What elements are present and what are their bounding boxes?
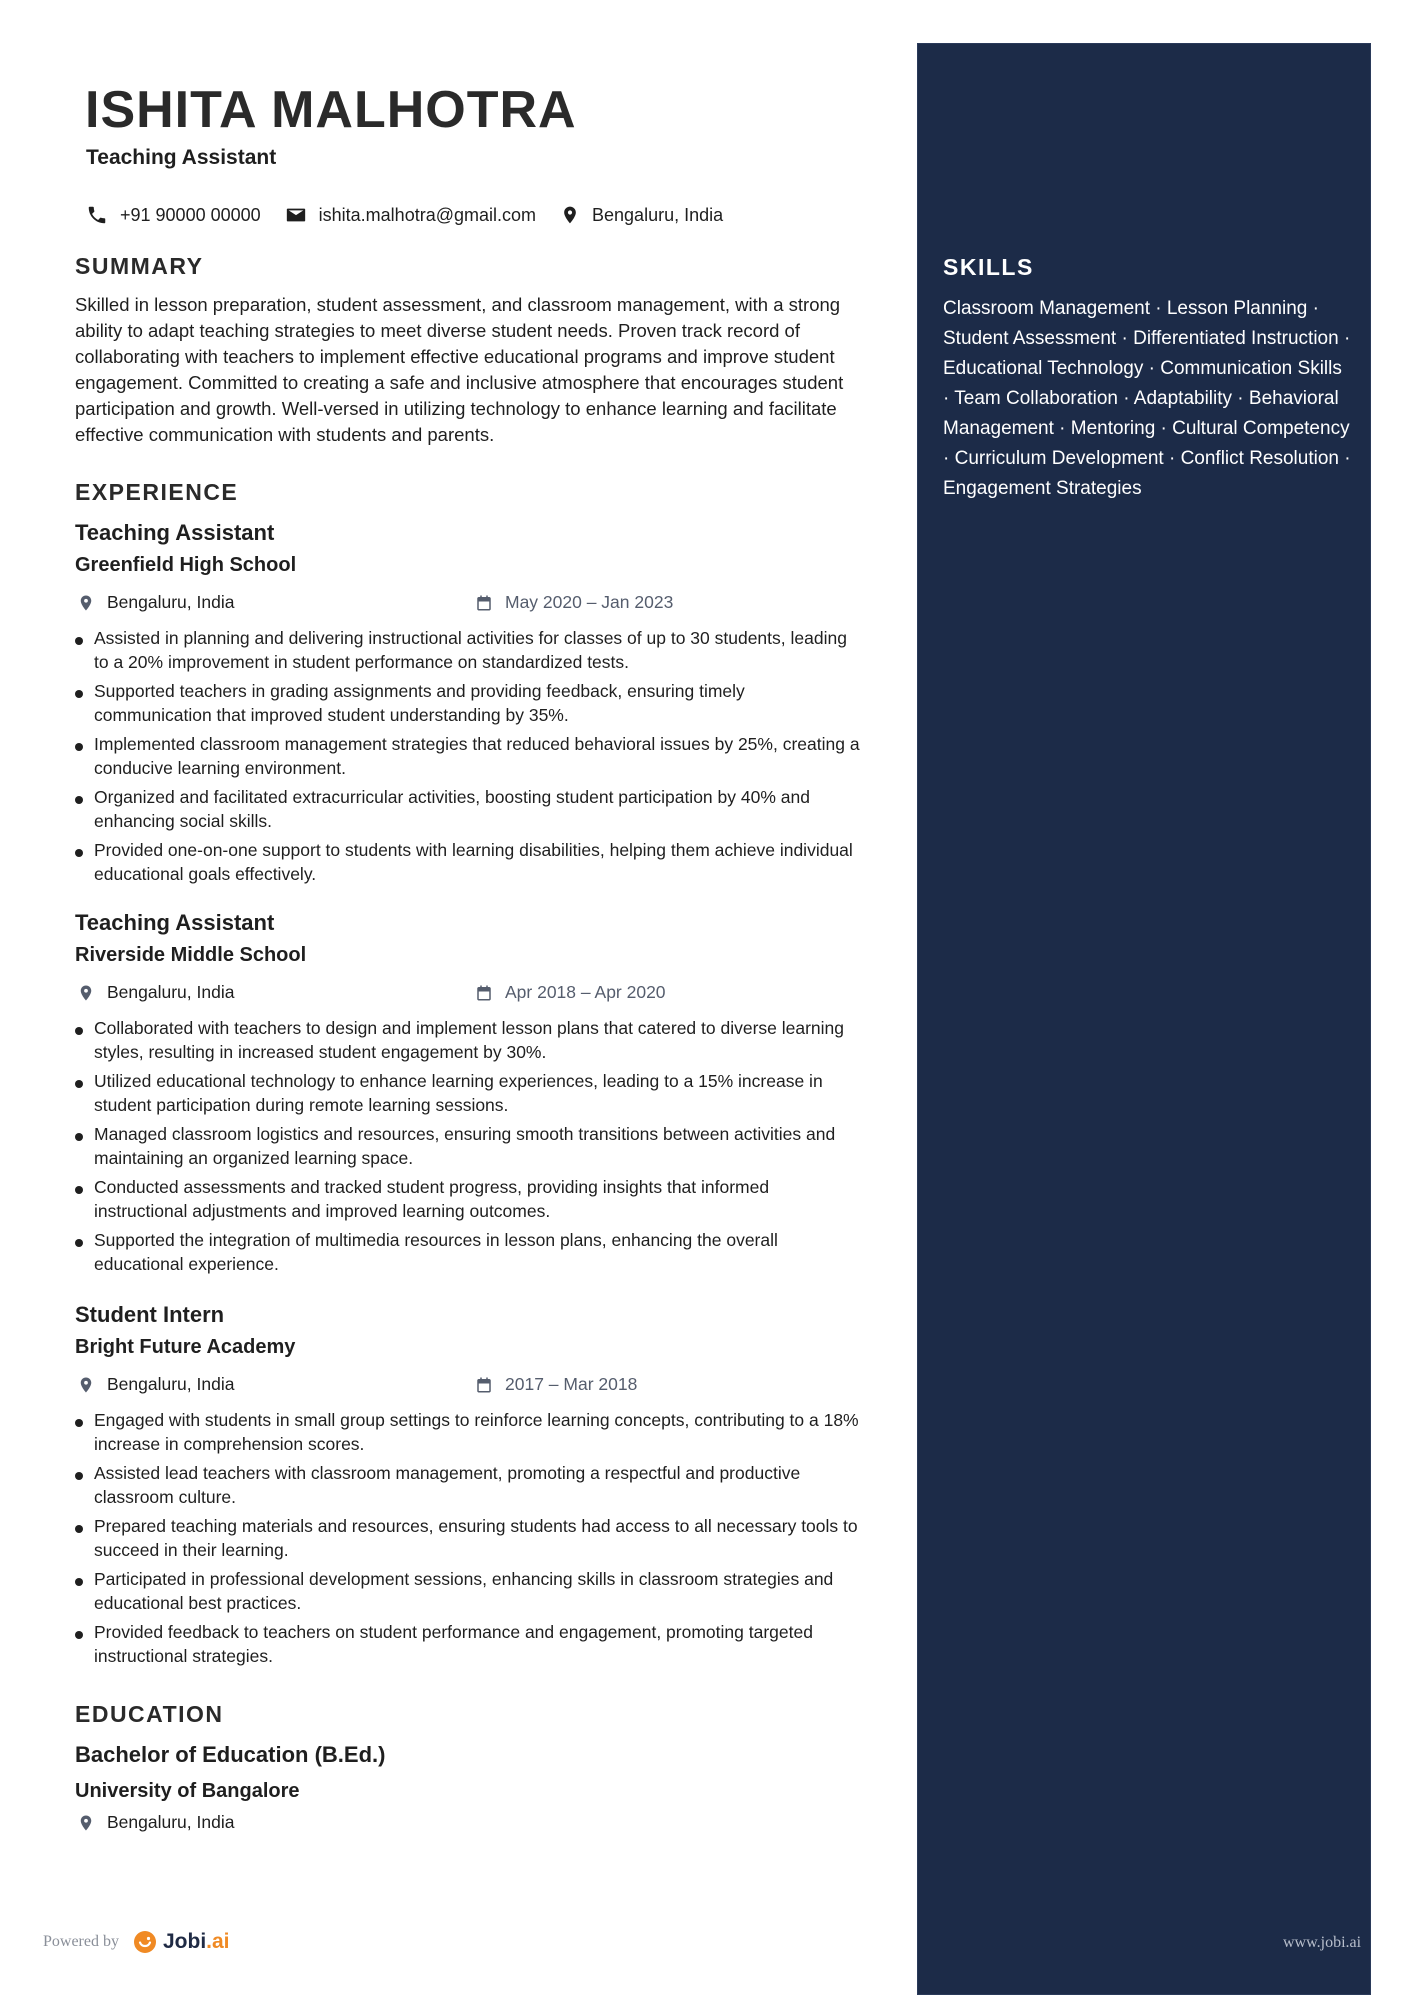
contact-location [560,204,723,226]
job-meta [75,982,865,1008]
bullet-item: Provided one-on-one support to students with learning disabilities, helping them achieve individual educational goals effectively. [75,838,864,886]
job-organization: Riverside Middle School [75,944,307,966]
skills-sidebar [917,43,1371,1995]
calendar-icon [475,1376,493,1394]
job-title: Teaching Assistant [75,520,275,545]
bullet-item: Engaged with students in small group settings to reinforce learning concepts, contributing to a 18% increase in comprehension scores. [75,1408,864,1456]
education-meta [75,1812,855,1838]
contact-phone [86,204,261,226]
job-bullets [75,1408,865,1668]
job-entry [75,908,865,1281]
brand-main: Jobi [162,1930,207,1953]
job-bullets [75,1016,865,1276]
job-entry [75,1300,865,1673]
bullet-item: Managed classroom logistics and resources, ensuring smooth transitions between activities and maintaining an organized learning space. [75,1122,864,1170]
bullet-item: Prepared teaching materials and resources, ensuring students had access to all necessary tools to succeed in their learning. [75,1514,864,1562]
job-entry [75,518,865,891]
education-school: University of Bangalore [75,1780,300,1802]
job-dates-text: May 2020 – Jan 2023 [505,592,674,612]
job-bullets [75,626,865,886]
job-dates-text: 2017 – Mar 2018 [505,1374,638,1394]
powered-by-footer [43,1930,230,1954]
job-title: Student Intern [75,1302,225,1327]
job-location-text: Bengaluru, India [107,1374,235,1394]
job-location [77,592,234,613]
brand-suffix: .ai [206,1930,230,1953]
job-meta [75,592,865,618]
job-dates [475,1374,637,1395]
calendar-icon [475,984,493,1002]
job-location [77,1374,234,1395]
education-section [75,1701,855,1838]
job-title: Teaching Assistant [75,910,275,935]
summary-text: Skilled in lesson preparation, student assessment, and classroom management, with a strong ability to adapt teaching strategies to meet diverse student needs. Proven track record of collaborating with teachers to implement effective educational programs and improve student engagement. Committed to creating a safe and inclusive atmosphere that encourages student participation and growth. Well-versed in utilizing technology to enhance learning and facilitate effective communication with students and parents. [75,294,844,445]
map-pin-icon [77,1375,95,1395]
job-organization: Greenfield High School [75,554,297,576]
skills-heading: SKILLS [943,254,1034,280]
experience-heading: EXPERIENCE [75,479,239,505]
phone-icon [86,204,108,226]
bullet-item: Provided feedback to teachers on student performance and engagement, promoting targeted instructional strategies. [75,1620,864,1668]
map-pin-icon [560,204,580,226]
education-location-text: Bengaluru, India [107,1812,235,1832]
job-dates-text: Apr 2018 – Apr 2020 [505,982,666,1002]
map-pin-icon [77,1813,95,1833]
education-heading: EDUCATION [75,1701,224,1727]
summary-section [75,253,855,448]
bullet-item: Supported the integration of multimedia resources in lesson plans, enhancing the overall educational experience. [75,1228,864,1276]
location-text: Bengaluru, India [592,204,724,225]
job-dates [475,592,673,613]
phone-number: +91 90000 00000 [120,204,261,225]
powered-by-label: Powered by [43,1933,119,1950]
job-location-text: Bengaluru, India [107,982,235,1002]
bullet-item: Implemented classroom management strategies that reduced behavioral issues by 25%, creating a conducive learning environment. [75,732,864,780]
bullet-item: Conducted assessments and tracked student progress, providing insights that informed instructional adjustments and improved learning outcomes. [75,1175,864,1223]
summary-heading: SUMMARY [75,253,204,279]
map-pin-icon [77,983,95,1003]
jobi-logo-icon [133,1930,157,1954]
contact-row [86,204,747,226]
jobi-logo[interactable] [133,1930,230,1954]
education-degree: Bachelor of Education (B.Ed.) [75,1742,386,1767]
job-location [77,982,234,1003]
bullet-item: Utilized educational technology to enhance learning experiences, leading to a 15% increase in student participation during remote learning sessions. [75,1069,864,1117]
candidate-name: ISHITA MALHOTRA [85,81,577,139]
bullet-item: Assisted lead teachers with classroom management, promoting a respectful and productive classroom culture. [75,1461,864,1509]
calendar-icon [475,594,493,612]
bullet-item: Assisted in planning and delivering instructional activities for classes of up to 30 students, leading to a 20% improvement in student performance on standardized tests. [75,626,864,674]
bullet-item: Supported teachers in grading assignments and providing feedback, ensuring timely communication that improved student understanding by 35%. [75,679,864,727]
bullet-item: Collaborated with teachers to design and implement lesson plans that catered to diverse learning styles, resulting in increased student engagement by 30%. [75,1016,864,1064]
envelope-icon [285,204,307,226]
bullet-item: Participated in professional development sessions, enhancing skills in classroom strategies and educational best practices. [75,1567,864,1615]
skills-list: Classroom Management · Lesson Planning · Student Assessment · Differentiated Instruction · Educational Technology · Communication Skills · Team Collaboration · Adaptability · Behavioral Management · Mentoring · Cultural Competency · Curriculum Development · Conflict Resolution · Engagement Strategies [943,298,1351,499]
site-url[interactable]: www.jobi.ai [1283,1934,1362,1951]
job-location-text: Bengaluru, India [107,592,235,612]
contact-email [285,204,536,226]
job-organization: Bright Future Academy [75,1336,296,1358]
education-location [77,1812,234,1833]
job-dates [475,982,666,1003]
job-meta [75,1374,865,1400]
candidate-title: Teaching Assistant [86,146,277,169]
email-address[interactable]: ishita.malhotra@gmail.com [318,204,537,225]
map-pin-icon [77,593,95,613]
bullet-item: Organized and facilitated extracurricular activities, boosting student participation by 40% and enhancing social skills. [75,785,864,833]
experience-section [75,479,855,506]
